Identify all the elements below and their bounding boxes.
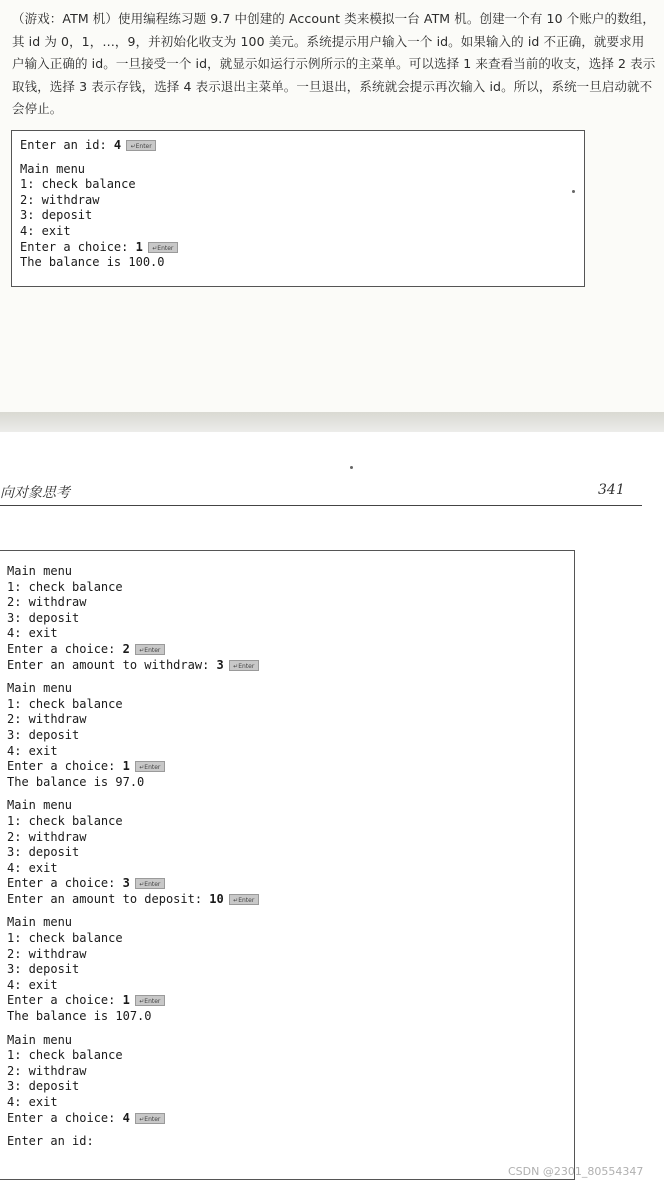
enter-key-icon: ↵Enter: [126, 140, 156, 151]
console-prompt-text: 1: check balance: [7, 931, 123, 946]
user-input-value: 3: [216, 657, 224, 672]
console-line: [7, 658, 259, 674]
page-divider: [0, 412, 664, 432]
console-line: [7, 759, 259, 775]
console-prompt-text: 2: withdraw: [7, 829, 87, 844]
console-prompt-text: Enter an amount to withdraw:: [7, 657, 217, 672]
console-line: [7, 642, 259, 658]
user-input-value: 1: [122, 993, 130, 1008]
user-input-value: 1: [122, 759, 130, 774]
console-prompt-text: 2: withdraw: [20, 192, 100, 207]
blank-line: [7, 1025, 259, 1033]
enter-key-icon: ↵Enter: [135, 644, 165, 655]
console-line: [7, 1095, 259, 1111]
console-prompt-text: 1: check balance: [7, 696, 123, 711]
console-prompt-text: Main menu: [7, 1032, 73, 1047]
console-line: [7, 1134, 259, 1150]
console-line: [7, 931, 259, 947]
running-header-title: 向对象思考: [0, 485, 70, 501]
console-prompt-text: Main menu: [7, 798, 73, 813]
console-prompt-text: 3: deposit: [7, 727, 80, 742]
console-prompt-text: Enter a choice:: [20, 239, 136, 254]
console-prompt-text: Enter a choice:: [7, 876, 123, 891]
sample-run-output-2: [7, 564, 259, 1150]
console-line: [7, 978, 259, 994]
console-line: [20, 224, 178, 240]
enter-key-icon: ↵Enter: [135, 1113, 165, 1124]
console-prompt-text: 4: exit: [7, 743, 58, 758]
console-line: [20, 138, 178, 154]
blank-line: [7, 907, 259, 915]
problem-statement: （游戏：ATM 机）使用编程练习题 9.7 中创建的 Account 类来模拟一台 ATM 机。创建一个有 10 个账户的数组，其 id 为 0，1，…，9，并初始化收支为 100 美元。系统提示用户输入一个 id。如果输入的 id 不正确，就要求用户输入正确的 id。一旦接受一个 id，就显示如运行示例所示的主菜单。可以选择 1 来查看当前的收支，选择 2 表示取钱，选择 3 表示存钱，选择 4 表示退出主菜单。一旦退出，系统就会提示再次输入 id。所以，系统一旦启动就不会停止。: [12, 11, 656, 116]
enter-key-icon: ↵Enter: [135, 761, 165, 772]
console-prompt-text: 3: deposit: [7, 610, 80, 625]
console-prompt-text: Enter a choice:: [7, 993, 123, 1008]
console-line: [7, 947, 259, 963]
enter-key-icon: ↵Enter: [229, 894, 259, 905]
console-prompt-text: 1: check balance: [7, 813, 123, 828]
user-input-value: 2: [122, 641, 130, 656]
user-input-value: 3: [122, 876, 130, 891]
console-line: [7, 564, 259, 580]
console-line: [7, 993, 259, 1009]
console-line: [7, 1009, 259, 1025]
console-line: [7, 1048, 259, 1064]
console-prompt-text: 2: withdraw: [7, 595, 87, 610]
page-number: 341: [598, 482, 625, 498]
console-line: [7, 681, 259, 697]
console-prompt-text: 4: exit: [20, 223, 71, 238]
console-line: [7, 1079, 259, 1095]
console-prompt-text: 4: exit: [7, 1095, 58, 1109]
console-prompt-text: The balance is 107.0: [7, 1009, 152, 1024]
console-line: [20, 193, 178, 209]
enter-key-icon: ↵Enter: [148, 242, 178, 253]
enter-key-icon: ↵Enter: [229, 660, 259, 671]
console-prompt-text: Enter an id:: [7, 1134, 94, 1149]
console-line: [7, 861, 259, 877]
user-input-value: 1: [135, 239, 143, 254]
scan-speck: [572, 190, 575, 193]
watermark: CSDN @2301_80554347: [508, 1165, 644, 1178]
console-line: [7, 876, 259, 892]
header-rule: [0, 505, 642, 506]
console-line: [7, 580, 259, 596]
console-line: [7, 798, 259, 814]
console-line: [7, 814, 259, 830]
console-prompt-text: 4: exit: [7, 626, 58, 641]
console-prompt-text: Enter a choice:: [7, 641, 123, 656]
console-prompt-text: 1: check balance: [7, 579, 123, 594]
console-line: [20, 255, 178, 271]
console-line: [7, 626, 259, 642]
console-line: [7, 962, 259, 978]
console-prompt-text: 3: deposit: [20, 208, 93, 223]
console-prompt-text: The balance is 100.0: [20, 255, 165, 270]
console-prompt-text: 3: deposit: [7, 962, 80, 977]
user-input-value: 4: [113, 138, 122, 152]
console-line: [20, 208, 178, 224]
console-line: [7, 595, 259, 611]
console-line: [7, 830, 259, 846]
console-prompt-text: Main menu: [7, 915, 73, 930]
blank-line: [7, 790, 259, 798]
console-prompt-text: 4: exit: [7, 860, 58, 875]
console-line: [7, 697, 259, 713]
console-line: [7, 775, 259, 791]
console-line: [7, 845, 259, 861]
blank-line: [7, 673, 259, 681]
user-input-value: 10: [209, 891, 224, 906]
console-prompt-text: The balance is 97.0: [7, 774, 145, 789]
sample-run-output-1: [20, 138, 178, 271]
console-prompt-text: Main menu: [7, 681, 73, 696]
blank-line: [7, 1126, 259, 1134]
console-prompt-text: 2: withdraw: [7, 712, 87, 727]
console-prompt-text: 3: deposit: [7, 845, 80, 860]
console-prompt-text: Enter a choice:: [7, 1110, 123, 1125]
console-prompt-text: Enter an amount to deposit:: [7, 891, 210, 906]
console-line: [7, 712, 259, 728]
user-input-value: 4: [122, 1110, 130, 1125]
console-line: [7, 1064, 259, 1080]
console-prompt-text: 1: check balance: [7, 1048, 123, 1063]
console-line: [20, 240, 178, 256]
blank-line: [20, 154, 178, 162]
console-prompt-text: Enter a choice:: [7, 759, 123, 774]
console-line: [7, 1111, 259, 1127]
enter-key-icon: ↵Enter: [135, 995, 165, 1006]
console-line: [7, 728, 259, 744]
console-prompt-text: 3: deposit: [7, 1079, 80, 1094]
console-prompt-text: 4: exit: [7, 977, 58, 992]
console-prompt-text: Main menu: [7, 564, 73, 578]
console-line: [7, 611, 259, 627]
console-line: [20, 162, 178, 178]
enter-key-icon: ↵Enter: [135, 878, 165, 889]
console-prompt-text: 1: check balance: [20, 177, 136, 192]
console-line: [7, 744, 259, 760]
console-prompt-text: 2: withdraw: [7, 1063, 87, 1078]
console-prompt-text: Main menu: [20, 161, 86, 176]
console-line: [7, 892, 259, 908]
console-line: [7, 1033, 259, 1049]
scan-speck: [350, 466, 353, 469]
console-line: [7, 915, 259, 931]
console-line: [20, 177, 178, 193]
console-prompt-text: 2: withdraw: [7, 946, 87, 961]
console-prompt-text: Enter an id:: [20, 138, 114, 152]
